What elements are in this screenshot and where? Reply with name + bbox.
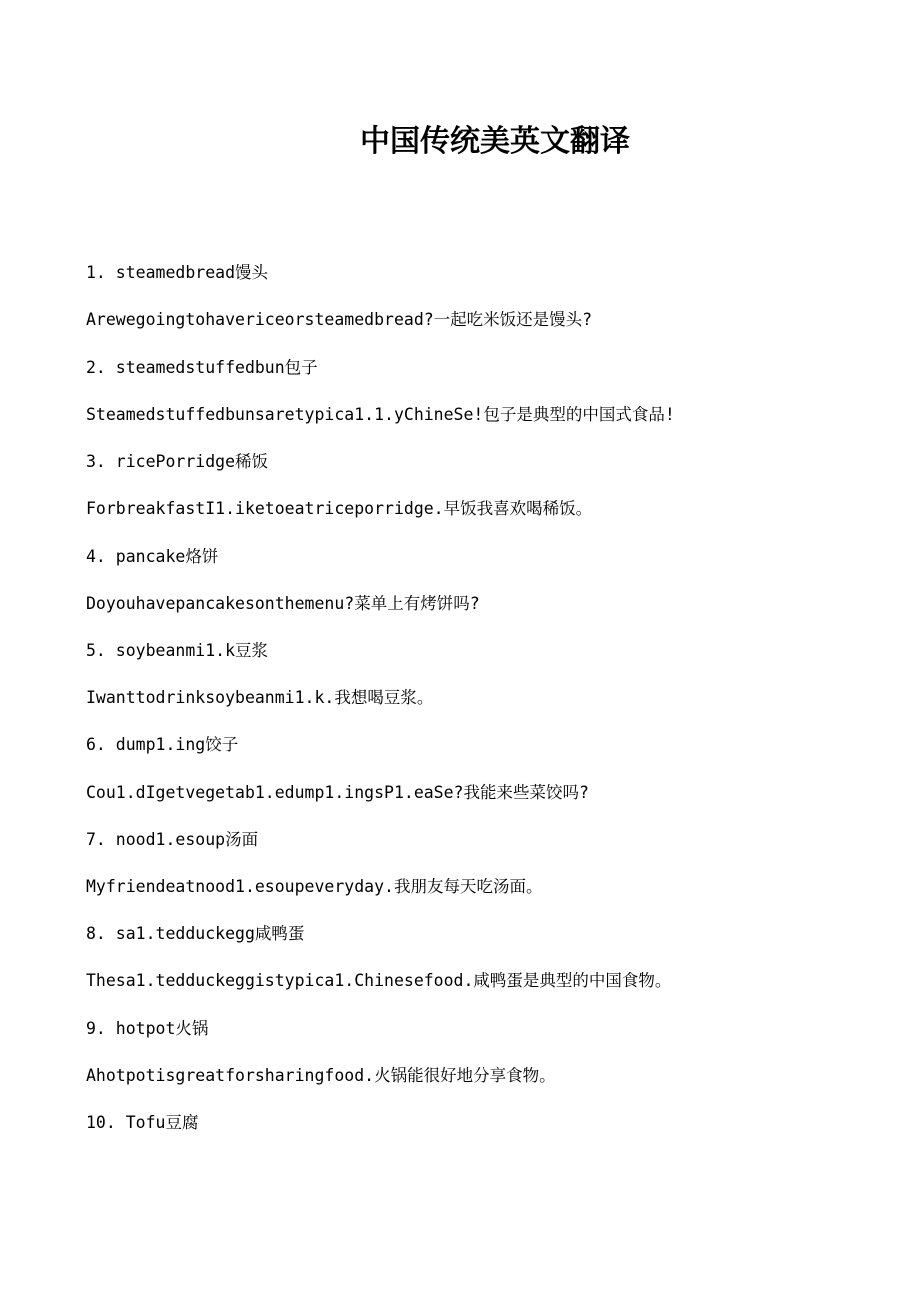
entry-heading: 6. dump1.ing饺子	[86, 735, 239, 754]
entry-example: Myfriendeatnood1.esoupeveryday.我朋友每天吃汤面。	[86, 877, 543, 896]
entry-example: Arewegoingtohavericeorsteamedbread?一起吃米饭还是馒头?	[86, 310, 593, 329]
entry-heading: 10. Tofu豆腐	[86, 1113, 199, 1132]
entry-heading: 5. soybeanmi1.k豆浆	[86, 641, 269, 660]
entry-example: ForbreakfastI1.iketoeatriceporridge.早饭我喜欢喝稀饭。	[86, 499, 593, 518]
entry-heading: 7. nood1.esoup汤面	[86, 830, 259, 849]
entry-example: Cou1.dIgetvegetab1.edump1.ingsP1.eaSe?我能来些菜饺吗?	[86, 783, 589, 802]
entry-example: Iwanttodrinksoybeanmi1.k.我想喝豆浆。	[86, 688, 434, 707]
entry-example: Doyouhavepancakesonthemenu?菜单上有烤饼吗?	[86, 594, 480, 613]
page-title: 中国传统美英文翻译	[360, 124, 630, 159]
entry-example: Ahotpotisgreatforsharingfood.火锅能很好地分享食物。	[86, 1066, 556, 1085]
entry-heading: 8. sa1.tedduckegg咸鸭蛋	[86, 924, 305, 943]
entry-heading: 4. pancake烙饼	[86, 547, 219, 566]
entry-example: Steamedstuffedbunsaretypica1.1.yChineSe!包子是典型的中国式食品!	[86, 405, 675, 424]
entry-heading: 1. steamedbread馒头	[86, 263, 269, 282]
entry-example: Thesa1.tedduckeggistypica1.Chinesefood.咸鸭蛋是典型的中国食物。	[86, 971, 672, 990]
entry-heading: 2. steamedstuffedbun包子	[86, 358, 318, 377]
entry-heading: 9. hotpot火锅	[86, 1019, 209, 1038]
entry-heading: 3. ricePorridge稀饭	[86, 452, 269, 471]
